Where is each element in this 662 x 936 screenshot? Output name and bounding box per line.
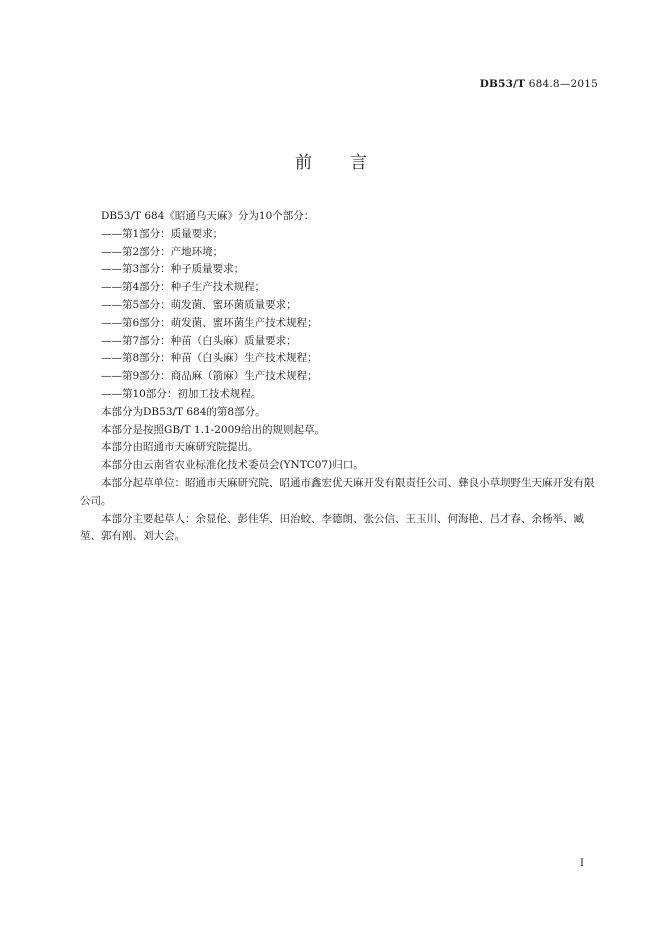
- page-title: [0, 148, 662, 173]
- drafting-units-paragraph: 本部分起草单位：昭通市天麻研究院、昭通市鑫宏优天麻开发有限责任公司、彝良小草坝野生天麻开发有限公司。: [80, 476, 595, 507]
- part-item-4: ——第4部分：种子生产技术规程；: [101, 281, 266, 294]
- part-item-3: ——第3部分：种子质量要求；: [101, 263, 245, 276]
- standard-code-prefix: DB53/T: [479, 78, 526, 90]
- statement-committee: 本部分由云南省农业标准化技术委员会(YNTC07)归口。: [101, 459, 364, 472]
- part-item-7: ——第7部分：种苗（白头麻）质量要求；: [101, 334, 297, 347]
- part-item-1: ——第1部分：质量要求；: [101, 227, 224, 240]
- part-item-6: ——第6部分：萌发菌、蜜环菌生产技术规程；: [101, 316, 318, 329]
- page-number: I: [580, 858, 584, 869]
- drafters-paragraph: 本部分主要起草人：余显伦、彭佳华、田治蛟、李德朗、张公信、王玉川、何海艳、吕才春、余杨举、臧堃、郭有刚、刘大会。: [80, 512, 584, 543]
- foreword-body: [80, 208, 600, 546]
- part-item-2: ——第2部分：产地环境；: [101, 245, 224, 258]
- part-item-10: ——第10部分：初加工技术规程。: [101, 387, 262, 400]
- standard-code-number: 684.8—2015: [525, 78, 598, 90]
- part-item-9: ——第9部分：商品麻（箭麻）生产技术规程；: [101, 370, 318, 383]
- title-char-2: 言: [350, 153, 367, 173]
- part-item-8: ——第8部分：种苗（白头麻）生产技术规程；: [101, 352, 318, 365]
- statement-proposer: 本部分由昭通市天麻研究院提出。: [101, 441, 259, 454]
- intro-line: DB53/T 684《昭通乌天麻》分为10个部分：: [101, 210, 315, 222]
- statement-drafting-rules: 本部分是按照GB/T 1.1-2009给出的规则起草。: [101, 423, 325, 436]
- standard-code: [480, 78, 598, 90]
- part-item-5: ——第5部分：萌发菌、蜜环菌质量要求；: [101, 298, 297, 311]
- statement-part-number: 本部分为DB53/T 684的第8部分。: [101, 405, 266, 418]
- title-char-1: 前: [295, 153, 312, 173]
